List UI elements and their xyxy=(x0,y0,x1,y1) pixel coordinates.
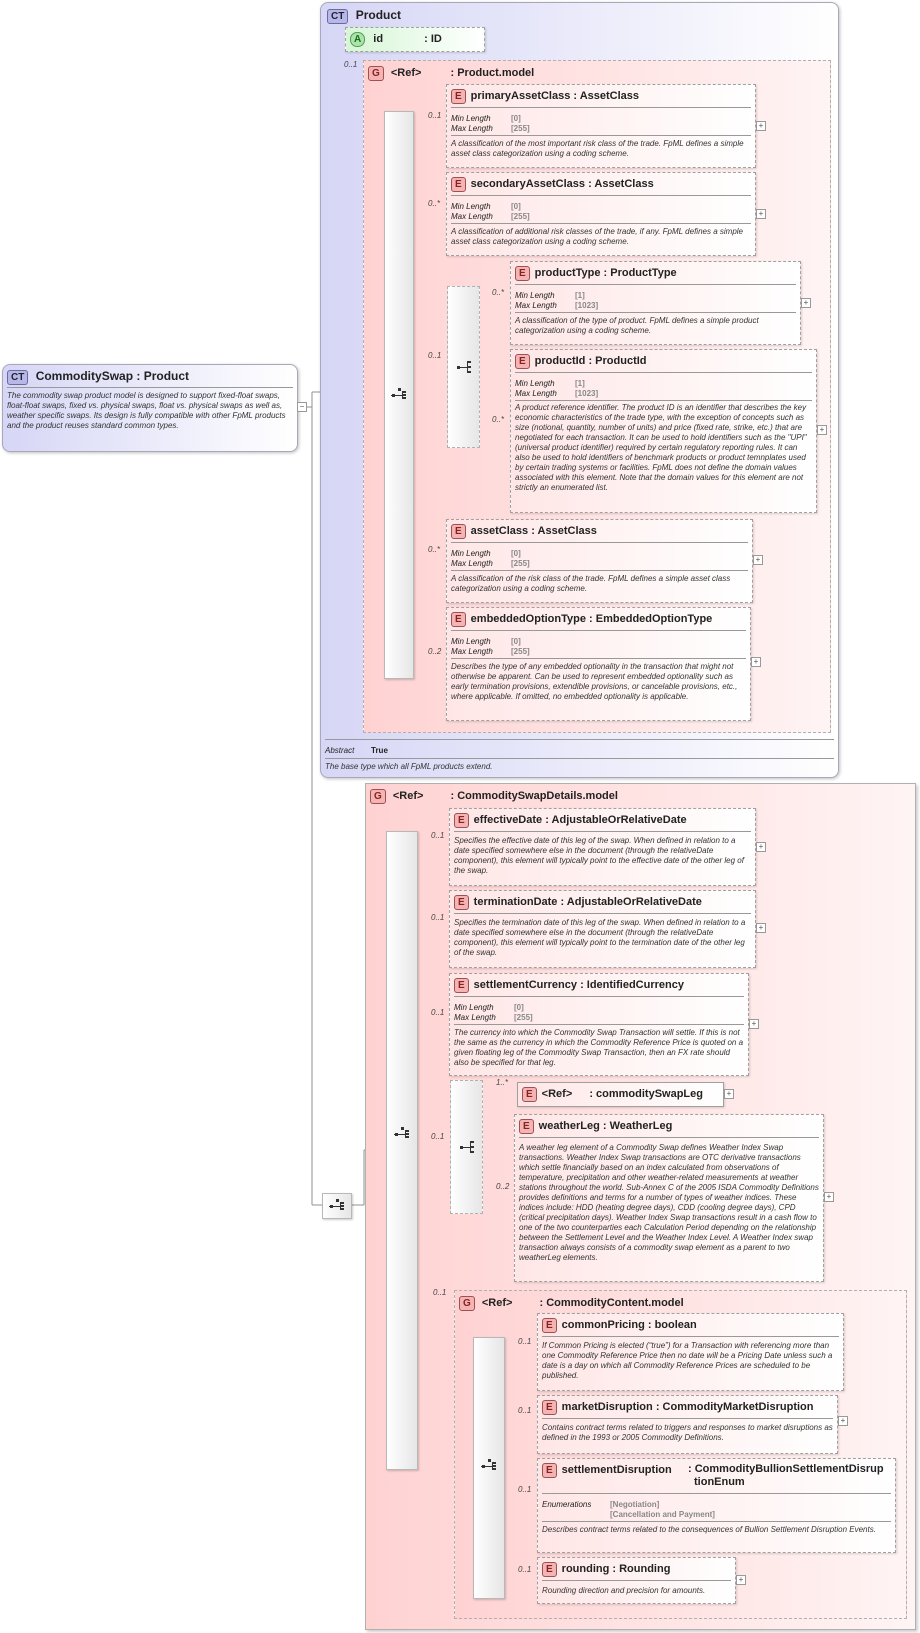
settlement-disruption-multiplicity: 0..1 xyxy=(518,1485,532,1494)
expand-icon[interactable]: + xyxy=(756,923,766,933)
rounding-multiplicity: 0..1 xyxy=(518,1565,532,1574)
product-group-multiplicity: 0..1 xyxy=(344,60,358,69)
min-length-value: [0] xyxy=(511,114,521,123)
element-badge: E xyxy=(519,1119,534,1134)
element-doc: A weather leg element of a Commodity Swap defines Weather Index Swap transactions. Weather Index Swap transactions are OTC derivative transactions which settle financially based on an index calculated from observations of temperature, precipitation and other weather-related measurements at weather stations throughout the world. Sub-Annex C of the 2005 ISDA Commodity Definitions provides definitions and terms for a number of types of weather indices. These indices include: HDD (heating degree days), CDD (cooling degree days), CPD (critical precipitation days). Weather Index Swap transactions result in a cash flow to one of the two counterparties each Calculation Period depending on the relationship between the Settlement Level and the Weather Index Level. A Weather Index swap transaction always consists of a commodity swap element as a parent to two weatherLeg elements. xyxy=(519,1143,819,1262)
element-badge: E xyxy=(451,89,466,104)
expand-icon[interactable]: + xyxy=(824,1192,834,1202)
element-doc: A classification of the risk class of the trade. FpML defines a simple asset class categorization using a coding scheme. xyxy=(451,574,731,593)
element-badge: E xyxy=(515,266,530,281)
element-badge: E xyxy=(522,1087,537,1102)
min-length-value: [0] xyxy=(511,637,521,646)
element-name: primaryAssetClass xyxy=(470,90,571,102)
enumerations-label: Enumerations xyxy=(542,1500,592,1509)
min-length-label: Min Length xyxy=(451,637,491,646)
expand-icon[interactable]: + xyxy=(817,425,827,435)
settlement-currency-multiplicity: 0..1 xyxy=(431,1008,445,1017)
product-title: Product xyxy=(355,8,402,22)
expand-icon[interactable]: + xyxy=(756,842,766,852)
max-length-label: Max Length xyxy=(451,559,493,568)
max-length-value: [255] xyxy=(511,647,530,656)
element-badge: E xyxy=(454,895,469,910)
abstract-value: True xyxy=(371,746,388,755)
element-name: embeddedOptionType xyxy=(470,613,586,625)
element-weather-leg[interactable] xyxy=(514,1114,824,1282)
element-secondary-asset-class[interactable] xyxy=(446,172,756,256)
element-name: productType xyxy=(534,267,601,279)
expand-icon[interactable]: + xyxy=(751,657,761,667)
element-badge: E xyxy=(451,612,466,627)
element-name: : commoditySwapLeg xyxy=(589,1088,703,1100)
element-badge: E xyxy=(542,1318,557,1333)
max-length-value: [255] xyxy=(511,559,530,568)
sequence-extension[interactable] xyxy=(322,1193,352,1219)
element-badge: E xyxy=(451,524,466,539)
choice-legs[interactable] xyxy=(450,1080,483,1214)
common-pricing-multiplicity: 0..1 xyxy=(518,1337,532,1346)
root-complex-type[interactable] xyxy=(2,364,298,452)
effective-date-multiplicity: 0..1 xyxy=(431,831,445,840)
element-type: : AdjustableOrRelativeDate xyxy=(560,896,702,908)
element-embedded-option-type[interactable] xyxy=(446,607,751,721)
element-name: secondaryAssetClass xyxy=(470,178,586,190)
expand-icon[interactable]: + xyxy=(736,1575,746,1585)
max-length-value: [255] xyxy=(514,1013,533,1022)
min-length-label: Min Length xyxy=(515,291,555,300)
sequence-commodity-content[interactable] xyxy=(473,1337,505,1599)
product-type-multiplicity: 0..* xyxy=(492,288,505,297)
element-product-id[interactable] xyxy=(510,349,817,513)
element-doc: The currency into which the Commodity Swap Transaction will settle. If this is not the same as the currency in which the Commodity Reference Price is quoted on a given floating leg of the Commodity Swap Transaction, then an FX rate should also be specified for that leg. xyxy=(454,1028,744,1067)
attribute-name: id xyxy=(373,33,384,45)
element-doc: Describes contract terms related to the consequences of Bullion Settlement Disruption Events. xyxy=(542,1525,876,1534)
min-length-value: [0] xyxy=(514,1003,524,1012)
root-doc: The commodity swap product model is designed to support fixed-float swaps, float-float swaps, fixed vs. physical swaps, float vs. physical swaps as well as, weather specific swaps. Its design is fully compatible with other FpML products and the product reuses standard common types. xyxy=(7,391,286,430)
product-doc: The base type which all FpML products extend. xyxy=(325,762,493,771)
termination-date-multiplicity: 0..1 xyxy=(431,913,445,922)
element-type: : CommodityMarketDisruption xyxy=(655,1401,814,1413)
group-ref: <Ref> xyxy=(481,1297,513,1309)
commodity-swap-leg-multiplicity: 1..* xyxy=(496,1078,509,1087)
max-length-value: [1023] xyxy=(575,389,599,398)
ct-badge: CT xyxy=(7,370,28,385)
group-ref: <Ref> xyxy=(390,67,422,79)
abstract-label: Abstract xyxy=(325,746,355,755)
max-length-label: Max Length xyxy=(515,389,557,398)
min-length-value: [0] xyxy=(511,549,521,558)
element-name: productId xyxy=(534,355,586,367)
enumeration-value: [Cancellation and Payment] xyxy=(610,1510,715,1519)
min-length-label: Min Length xyxy=(454,1003,494,1012)
choice-multiplicity: 0..1 xyxy=(431,1132,445,1141)
product-id-multiplicity: 0..* xyxy=(492,415,505,424)
element-badge: E xyxy=(515,354,530,369)
element-badge: E xyxy=(542,1562,557,1577)
element-name: settlementCurrency xyxy=(473,979,577,991)
root-expand-icon[interactable]: − xyxy=(297,402,307,412)
element-name: marketDisruption xyxy=(561,1401,653,1413)
choice-product-identifiers[interactable] xyxy=(447,286,480,448)
group-name: : CommodityContent.model xyxy=(539,1297,684,1309)
sequence-product-model[interactable] xyxy=(384,111,414,679)
expand-icon[interactable]: + xyxy=(724,1089,734,1099)
element-primary-asset-class[interactable] xyxy=(446,84,756,168)
element-asset-class[interactable] xyxy=(446,519,753,603)
element-badge: E xyxy=(542,1463,557,1478)
choice-multiplicity: 0..1 xyxy=(428,351,442,360)
element-name: settlementDisruption xyxy=(561,1464,672,1476)
element-effective-date[interactable] xyxy=(449,808,756,886)
min-length-label: Min Length xyxy=(451,549,491,558)
element-type: : ProductId xyxy=(588,355,647,367)
element-common-pricing[interactable] xyxy=(537,1313,844,1391)
market-disruption-multiplicity: 0..1 xyxy=(518,1406,532,1415)
attribute-type: : ID xyxy=(424,33,442,45)
element-type: : ProductType xyxy=(603,267,677,279)
element-type: : boolean xyxy=(647,1319,697,1331)
root-type: : Product xyxy=(136,369,190,383)
weather-leg-multiplicity: 0..2 xyxy=(496,1182,510,1191)
enumeration-value: [Negotiation] xyxy=(610,1500,660,1509)
element-name: terminationDate xyxy=(473,896,558,908)
attribute-badge: A xyxy=(350,32,365,47)
element-type: : CommodityBullionSettlementDisrup xyxy=(688,1463,884,1475)
choice-icon xyxy=(458,1139,476,1155)
element-name: effectiveDate xyxy=(473,814,543,826)
choice-icon xyxy=(455,359,473,375)
asset-class-multiplicity: 0..* xyxy=(428,545,441,554)
group-ref: <Ref> xyxy=(392,790,424,802)
element-type: : AssetClass xyxy=(573,90,640,102)
commodity-content-multiplicity: 0..1 xyxy=(433,1288,447,1297)
max-length-value: [255] xyxy=(511,212,530,221)
expand-icon[interactable]: + xyxy=(756,209,766,219)
element-product-type[interactable] xyxy=(510,261,801,345)
root-name: CommoditySwap xyxy=(35,369,134,383)
max-length-label: Max Length xyxy=(451,212,493,221)
sequence-swap-details[interactable] xyxy=(386,831,418,1470)
expand-icon[interactable]: + xyxy=(749,1019,759,1029)
min-length-label: Min Length xyxy=(451,114,491,123)
expand-icon[interactable]: + xyxy=(801,298,811,308)
group-badge: G xyxy=(368,66,384,81)
max-length-value: [1023] xyxy=(575,301,599,310)
group-name: : CommoditySwapDetails.model xyxy=(450,790,618,802)
element-type: : IdentifiedCurrency xyxy=(580,979,684,991)
element-name: weatherLeg xyxy=(538,1120,600,1132)
max-length-value: [255] xyxy=(511,124,530,133)
element-doc: Specifies the termination date of this leg of the swap. When defined in relation to a date specified somewhere else in the document (through the relativeDate component), this element will typically point to the termination date of the other leg of the swap. xyxy=(454,918,746,957)
element-market-disruption[interactable] xyxy=(537,1395,838,1454)
sequence-icon xyxy=(328,1198,346,1214)
element-badge: E xyxy=(454,978,469,993)
element-settlement-currency[interactable] xyxy=(449,973,749,1076)
element-commodity-swap-leg[interactable] xyxy=(517,1082,724,1107)
primary-asset-class-multiplicity: 0..1 xyxy=(428,111,442,120)
element-doc: A product reference identifier. The product ID is an identifier that describes the key economic characteristics of the trade type, with the exception of concepts such as size (notional, quantity, number of units) and price (fixed rate, strike, etc.) that are negotiated for each transaction. It can be used to hold identifiers such as the "UPI" (universal product identifier) required by certain regulatory reporting rules. It can also be used to hold identifiers of benchmark products or product temnplates used by certain trading systems or facilities. FpML does not define the domain values associated with this element. Note that the domain values for this element are not strictly an enumerated list. xyxy=(515,403,807,492)
element-badge: E xyxy=(454,813,469,828)
element-doc: A classification of additional risk classes of the trade, if any. FpML defines a simple asset class categorization using a coding scheme. xyxy=(451,227,743,246)
secondary-asset-class-multiplicity: 0..* xyxy=(428,199,441,208)
element-doc: Contains contract terms related to triggers and responses to market disruptions as defined in the 1993 or 2005 Commodity Definitions. xyxy=(542,1423,833,1442)
group-badge: G xyxy=(459,1296,475,1311)
max-length-label: Max Length xyxy=(454,1013,496,1022)
group-name: : Product.model xyxy=(450,67,535,79)
element-type: : AssetClass xyxy=(531,525,597,537)
element-type-continued: tionEnum xyxy=(694,1476,745,1488)
element-name: commonPricing xyxy=(561,1319,645,1331)
element-ref: <Ref> xyxy=(541,1088,573,1100)
element-badge: E xyxy=(451,177,466,192)
expand-icon[interactable]: + xyxy=(753,555,763,565)
min-length-value: [0] xyxy=(511,202,521,211)
element-type: : EmbeddedOptionType xyxy=(589,613,713,625)
group-badge: G xyxy=(370,789,386,804)
embedded-option-type-multiplicity: 0..2 xyxy=(428,647,442,656)
sequence-icon xyxy=(390,387,408,403)
element-doc: A classification of the type of product. FpML defines a simple product categorization using a coding scheme. xyxy=(515,316,759,335)
sequence-icon xyxy=(480,1458,498,1474)
element-rounding[interactable] xyxy=(537,1557,736,1604)
element-settlement-disruption[interactable] xyxy=(537,1458,896,1553)
attribute-id[interactable] xyxy=(345,27,485,52)
max-length-label: Max Length xyxy=(515,301,557,310)
min-length-value: [1] xyxy=(575,291,585,300)
element-termination-date[interactable] xyxy=(449,890,756,968)
element-type: : WeatherLeg xyxy=(602,1120,673,1132)
element-doc: If Common Pricing is elected (“true”) for a Transaction with referencing more than one Commodity Reference Price then no date will be a Pricing Date unless such a date is a day on which all Commodity Reference Prices are scheduled to be published. xyxy=(542,1341,833,1380)
element-doc: A classification of the most important risk class of the trade. FpML defines a simple asset class categorization using a coding scheme. xyxy=(451,139,744,158)
element-name: assetClass xyxy=(470,525,529,537)
element-name: rounding xyxy=(561,1563,610,1575)
element-type: : AssetClass xyxy=(588,178,654,190)
min-length-label: Min Length xyxy=(515,379,555,388)
product-ct-badge: CT xyxy=(327,9,348,24)
min-length-label: Min Length xyxy=(451,202,491,211)
element-badge: E xyxy=(542,1400,557,1415)
element-type: : AdjustableOrRelativeDate xyxy=(545,814,687,826)
max-length-label: Max Length xyxy=(451,124,493,133)
element-doc: Describes the type of any embedded optionality in the transaction that might not otherwise be apparent. Can be used to represent embedded optionality such as early termination provisions, extendible provisions, or cancelable provisions, etc., where applicable. If omitted, no embedded optionality is applicable. xyxy=(451,662,738,701)
element-doc: Specifies the effective date of this leg of the swap. When defined in relation to a date specified somewhere else in the document (through the relativeDate component), this element will typically point to the effective date of the other leg of the swap. xyxy=(454,836,744,875)
expand-icon[interactable]: + xyxy=(756,121,766,131)
element-type: : Rounding xyxy=(612,1563,671,1575)
max-length-label: Max Length xyxy=(451,647,493,656)
sequence-icon xyxy=(393,1126,411,1142)
expand-icon[interactable]: + xyxy=(838,1416,848,1426)
element-doc: Rounding direction and precision for amounts. xyxy=(542,1586,706,1595)
min-length-value: [1] xyxy=(575,379,585,388)
